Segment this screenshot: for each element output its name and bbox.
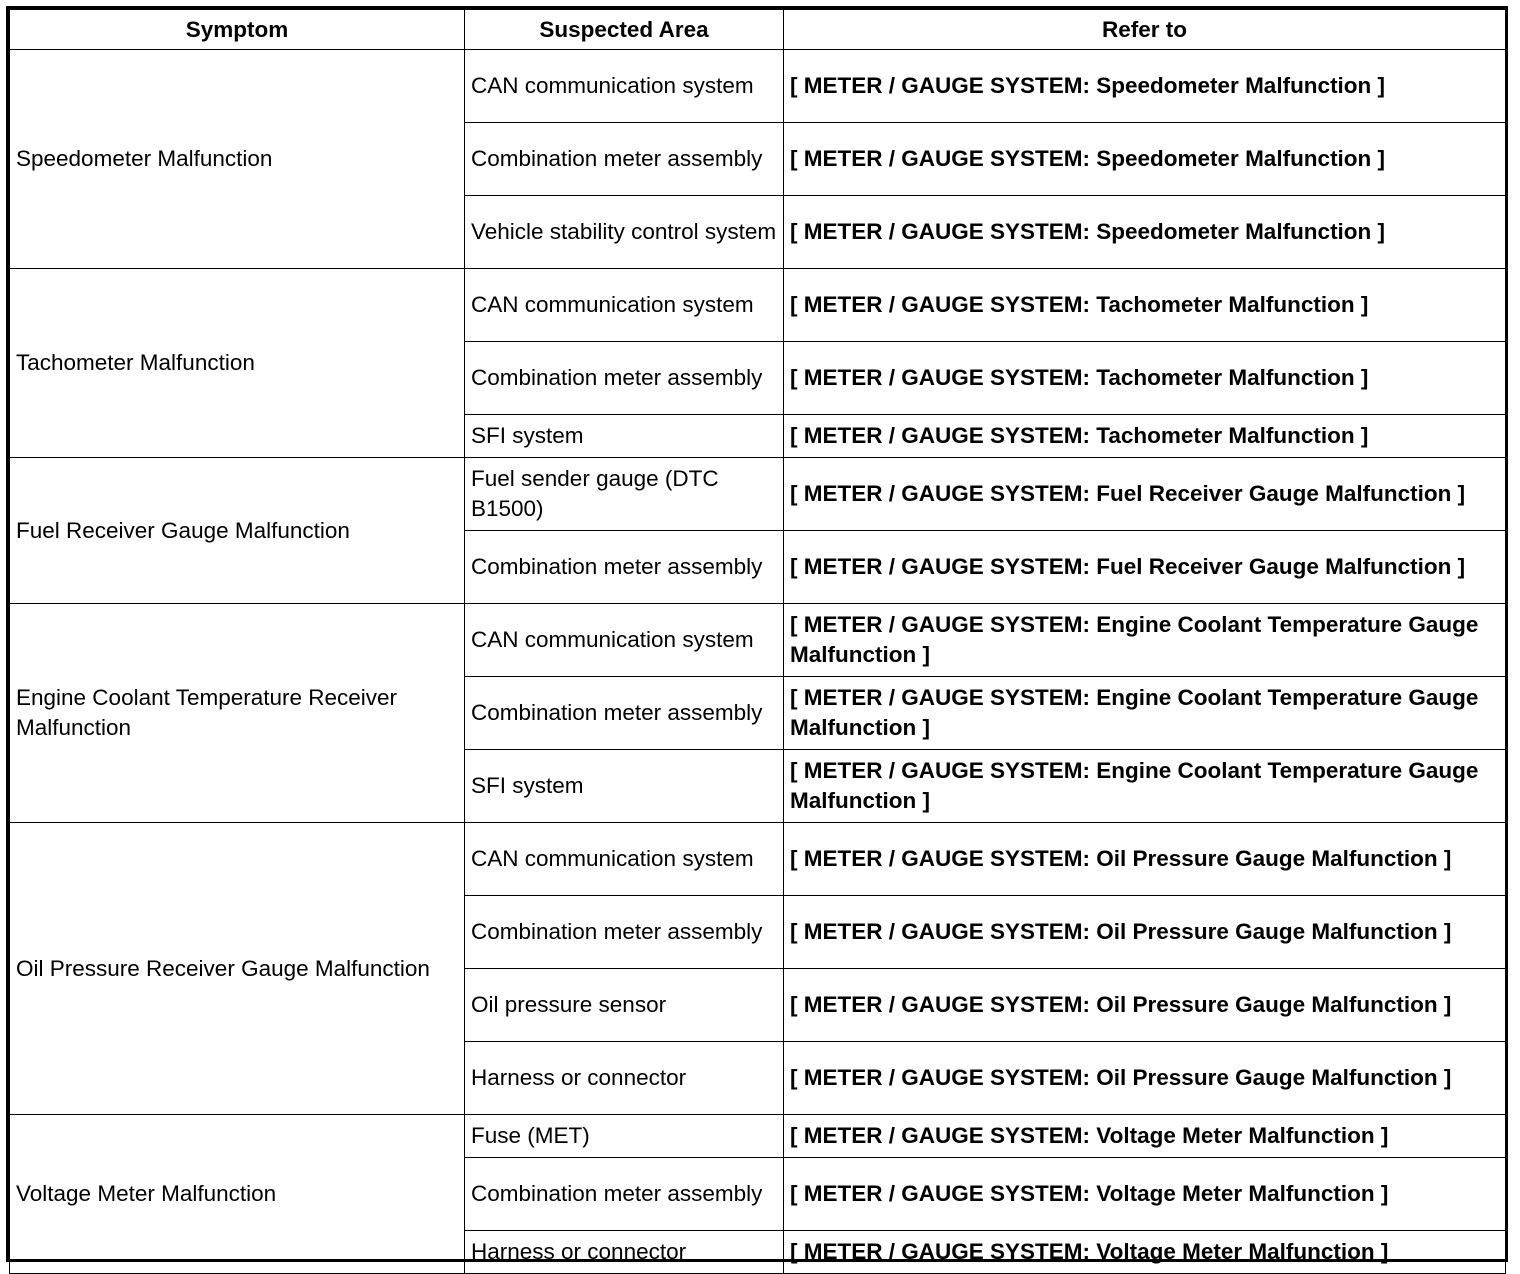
refer-link[interactable]: [ METER / GAUGE SYSTEM: Oil Pressure Gauge Malfunction ] [784, 1042, 1506, 1115]
table-row [10, 269, 1506, 342]
symptom-cell: Speedometer Malfunction [10, 50, 465, 269]
table-row [10, 50, 1506, 123]
suspected-area-cell: Combination meter assembly [465, 677, 784, 750]
symptom-cell: Oil Pressure Receiver Gauge Malfunction [10, 823, 465, 1115]
suspected-area-cell: Combination meter assembly [465, 123, 784, 196]
suspected-area-cell: Fuel sender gauge (DTC B1500) [465, 458, 784, 531]
refer-link[interactable]: [ METER / GAUGE SYSTEM: Oil Pressure Gauge Malfunction ] [784, 896, 1506, 969]
suspected-area-cell: SFI system [465, 750, 784, 823]
refer-link[interactable]: [ METER / GAUGE SYSTEM: Tachometer Malfunction ] [784, 415, 1506, 458]
suspected-area-cell: Harness or connector [465, 1042, 784, 1115]
symptom-cell: Fuel Receiver Gauge Malfunction [10, 458, 465, 604]
suspected-area-cell: CAN communication system [465, 50, 784, 123]
symptom-table [9, 9, 1506, 1274]
suspected-area-cell: CAN communication system [465, 823, 784, 896]
suspected-area-cell: Combination meter assembly [465, 342, 784, 415]
header-refer-to: Refer to [784, 10, 1506, 50]
refer-link[interactable]: [ METER / GAUGE SYSTEM: Engine Coolant Temperature Gauge Malfunction ] [784, 604, 1506, 677]
refer-link[interactable]: [ METER / GAUGE SYSTEM: Speedometer Malfunction ] [784, 50, 1506, 123]
refer-link[interactable]: [ METER / GAUGE SYSTEM: Engine Coolant Temperature Gauge Malfunction ] [784, 750, 1506, 823]
refer-link[interactable]: [ METER / GAUGE SYSTEM: Oil Pressure Gauge Malfunction ] [784, 823, 1506, 896]
table-row [10, 1115, 1506, 1158]
suspected-area-cell: Vehicle stability control system [465, 196, 784, 269]
suspected-area-cell: CAN communication system [465, 269, 784, 342]
refer-link[interactable]: [ METER / GAUGE SYSTEM: Voltage Meter Malfunction ] [784, 1158, 1506, 1231]
table-row [10, 604, 1506, 677]
symptom-cell: Tachometer Malfunction [10, 269, 465, 458]
table-row [10, 458, 1506, 531]
refer-link[interactable]: [ METER / GAUGE SYSTEM: Speedometer Malfunction ] [784, 123, 1506, 196]
suspected-area-cell: Combination meter assembly [465, 531, 784, 604]
refer-link[interactable]: [ METER / GAUGE SYSTEM: Tachometer Malfunction ] [784, 342, 1506, 415]
header-suspected-area: Suspected Area [465, 10, 784, 50]
refer-link[interactable]: [ METER / GAUGE SYSTEM: Fuel Receiver Gauge Malfunction ] [784, 531, 1506, 604]
suspected-area-cell: Combination meter assembly [465, 896, 784, 969]
table-row [10, 823, 1506, 896]
suspected-area-cell: Fuse (MET) [465, 1115, 784, 1158]
header-symptom: Symptom [10, 10, 465, 50]
refer-link[interactable]: [ METER / GAUGE SYSTEM: Tachometer Malfunction ] [784, 269, 1506, 342]
suspected-area-cell: Oil pressure sensor [465, 969, 784, 1042]
suspected-area-cell: SFI system [465, 415, 784, 458]
refer-link[interactable]: [ METER / GAUGE SYSTEM: Voltage Meter Malfunction ] [784, 1231, 1506, 1274]
symptom-cell: Engine Coolant Temperature Receiver Malfunction [10, 604, 465, 823]
refer-link[interactable]: [ METER / GAUGE SYSTEM: Voltage Meter Malfunction ] [784, 1115, 1506, 1158]
table-header-row [10, 10, 1506, 50]
suspected-area-cell: Combination meter assembly [465, 1158, 784, 1231]
refer-link[interactable]: [ METER / GAUGE SYSTEM: Engine Coolant Temperature Gauge Malfunction ] [784, 677, 1506, 750]
suspected-area-cell: CAN communication system [465, 604, 784, 677]
refer-link[interactable]: [ METER / GAUGE SYSTEM: Fuel Receiver Gauge Malfunction ] [784, 458, 1506, 531]
suspected-area-cell: Harness or connector [465, 1231, 784, 1274]
symptom-cell: Voltage Meter Malfunction [10, 1115, 465, 1274]
refer-link[interactable]: [ METER / GAUGE SYSTEM: Speedometer Malfunction ] [784, 196, 1506, 269]
refer-link[interactable]: [ METER / GAUGE SYSTEM: Oil Pressure Gauge Malfunction ] [784, 969, 1506, 1042]
symptom-table-frame [6, 6, 1508, 1262]
